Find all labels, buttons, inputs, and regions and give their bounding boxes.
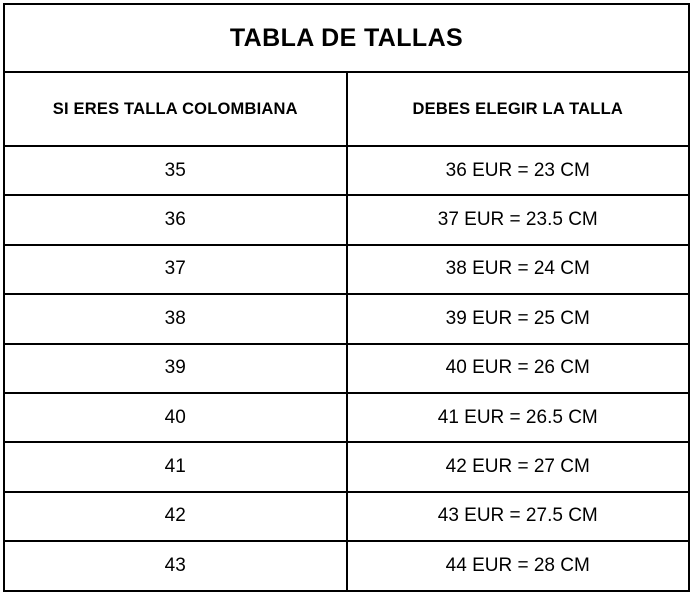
cell-colombiana: 37 bbox=[4, 245, 347, 294]
cell-colombiana: 39 bbox=[4, 344, 347, 393]
cell-colombiana: 43 bbox=[4, 541, 347, 590]
table-row bbox=[4, 195, 689, 244]
table-row bbox=[4, 492, 689, 541]
cell-elegir: 43 EUR = 27.5 CM bbox=[347, 492, 690, 541]
cell-colombiana: 36 bbox=[4, 195, 347, 244]
column-header-elegir: DEBES ELEGIR LA TALLA bbox=[347, 72, 690, 146]
page-title: TABLA DE TALLAS bbox=[4, 4, 689, 72]
table-row bbox=[4, 146, 689, 195]
table-title-row bbox=[4, 4, 689, 72]
cell-elegir: 37 EUR = 23.5 CM bbox=[347, 195, 690, 244]
table-row bbox=[4, 294, 689, 343]
cell-elegir: 44 EUR = 28 CM bbox=[347, 541, 690, 590]
cell-colombiana: 40 bbox=[4, 393, 347, 442]
cell-colombiana: 42 bbox=[4, 492, 347, 541]
cell-elegir: 41 EUR = 26.5 CM bbox=[347, 393, 690, 442]
cell-elegir: 42 EUR = 27 CM bbox=[347, 442, 690, 491]
table-row bbox=[4, 245, 689, 294]
table-row bbox=[4, 442, 689, 491]
cell-elegir: 39 EUR = 25 CM bbox=[347, 294, 690, 343]
table-row bbox=[4, 344, 689, 393]
cell-elegir: 36 EUR = 23 CM bbox=[347, 146, 690, 195]
size-table bbox=[3, 3, 690, 592]
table-row bbox=[4, 393, 689, 442]
size-chart-document bbox=[0, 3, 693, 594]
table-header-row bbox=[4, 72, 689, 146]
column-header-colombiana: SI ERES TALLA COLOMBIANA bbox=[4, 72, 347, 146]
cell-colombiana: 41 bbox=[4, 442, 347, 491]
cell-colombiana: 35 bbox=[4, 146, 347, 195]
table-row bbox=[4, 541, 689, 590]
cell-elegir: 40 EUR = 26 CM bbox=[347, 344, 690, 393]
cell-elegir: 38 EUR = 24 CM bbox=[347, 245, 690, 294]
cell-colombiana: 38 bbox=[4, 294, 347, 343]
